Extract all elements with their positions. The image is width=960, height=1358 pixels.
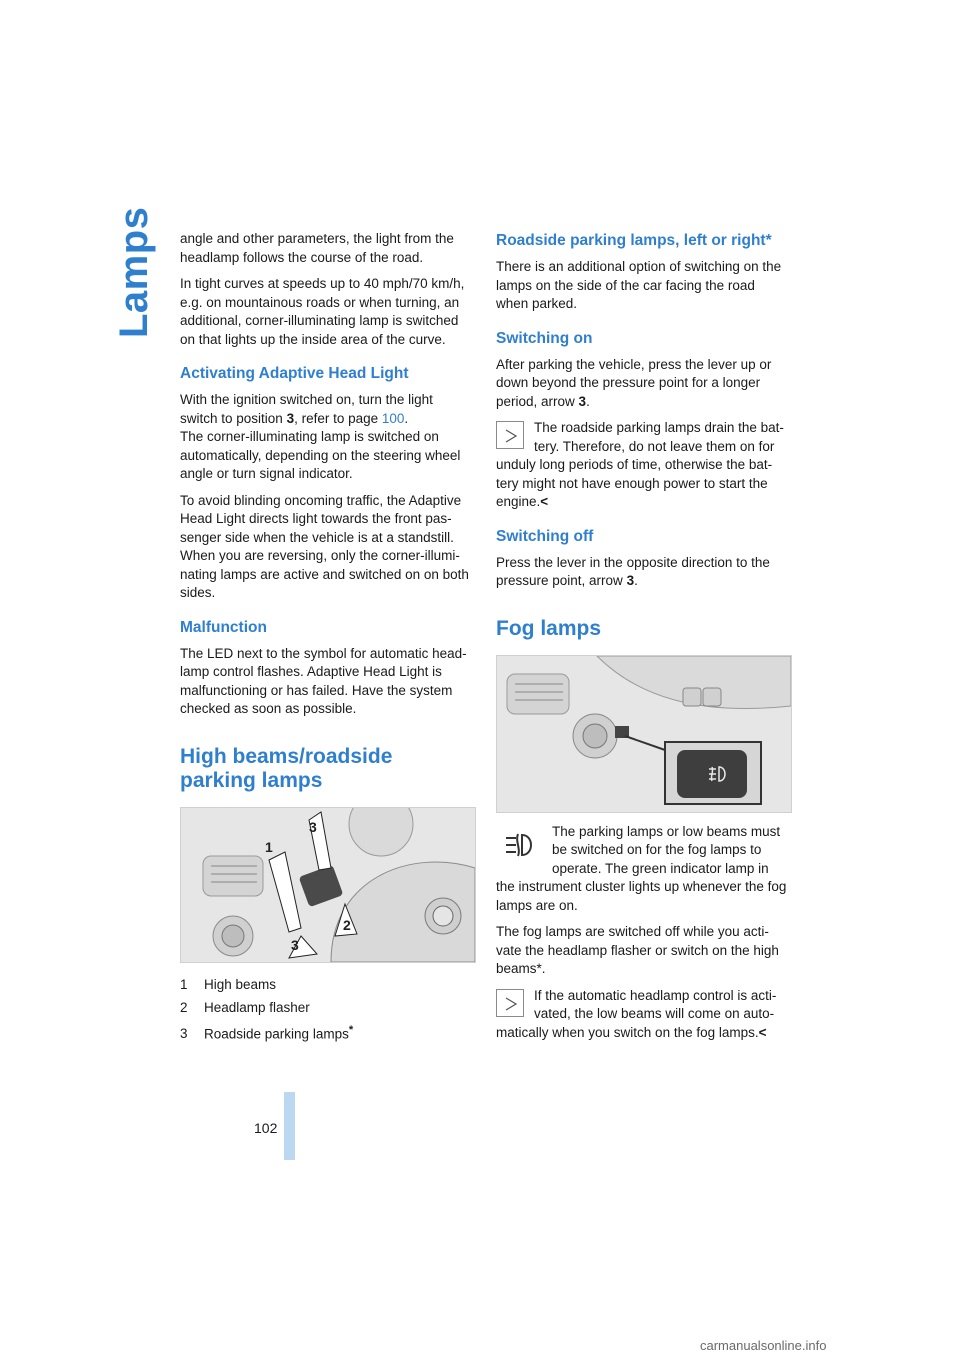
note-arrow-icon bbox=[496, 989, 524, 1017]
page-number: 102 bbox=[254, 1120, 278, 1136]
paragraph: The corner-illuminating lamp is switched on automatically, depending on the steering wheel angle or turn signal indicator. bbox=[180, 429, 461, 481]
footer-watermark: carmanualsonline.info bbox=[700, 1338, 827, 1353]
legend-item: 2 Headlamp flasher bbox=[180, 999, 310, 1015]
page-number-bar bbox=[284, 1092, 295, 1160]
heading-fog-lamps: Fog lamps bbox=[496, 616, 602, 640]
steering-column-illustration bbox=[181, 808, 475, 962]
paragraph: The fog lamps are switched off while you acti-vate the headlamp flasher or switch on the high beams*. bbox=[496, 924, 779, 976]
figure-label-2: 2 bbox=[343, 916, 351, 933]
note-arrow-icon bbox=[496, 421, 524, 449]
high-beam-lever-figure bbox=[180, 807, 476, 963]
paragraph: To avoid blinding oncoming traffic, the Adaptive Head Light directs light towards the front pas-senger side when the vehicle is at a standstill. When you are reversing, only the corner-illumi-nating lamps are active and switched on on both sides. bbox=[180, 492, 469, 600]
fog-lamp-icon bbox=[500, 825, 540, 869]
text: , refer to page bbox=[294, 410, 382, 426]
position-number: 3 bbox=[286, 410, 295, 426]
figure-legend bbox=[180, 973, 474, 1046]
paragraph: In tight curves at speeds up to 40 mph/70 km/h, e.g. on mountainous roads or when turning, an additional, corner-illuminating lamp is switched on that lights up the inside area of the curve. bbox=[180, 276, 465, 347]
figure-label-3-top: 3 bbox=[309, 818, 317, 835]
paragraph: There is an additional option of switching on the lamps on the side of the car facing the road when parked. bbox=[496, 259, 782, 311]
heading-switching-off: Switching off bbox=[496, 527, 594, 545]
text: . bbox=[404, 410, 409, 426]
right-column bbox=[496, 230, 790, 1050]
option-star: * bbox=[348, 1023, 354, 1036]
note-automatic-headlamp: If the automatic headlamp control is acti-vated, the low beams will come on auto-matically when you switch on the fog lamps.< bbox=[496, 987, 777, 1040]
heading-activating-adaptive-head-light: Activating Adaptive Head Light bbox=[180, 365, 409, 382]
heading-malfunction: Malfunction bbox=[180, 618, 267, 636]
heading-switching-on: Switching on bbox=[496, 329, 593, 347]
fog-lamp-button-figure bbox=[496, 655, 792, 813]
page-link[interactable]: 100 bbox=[381, 410, 405, 426]
text: With the ignition switched on, turn the light switch to position bbox=[180, 392, 433, 426]
heading-roadside-parking-lamps: Roadside parking lamps, left or right* bbox=[496, 232, 772, 249]
figure-label-3-bottom: 3 bbox=[291, 936, 299, 953]
left-column bbox=[180, 230, 474, 1045]
note-battery: The roadside parking lamps drain the bat-tery. Therefore, do not leave them on for unduly long periods of time, otherwise the bat-tery might not have enough power to start the engine.< bbox=[496, 420, 784, 509]
paragraph: The LED next to the symbol for automatic head-lamp control flashes. Adaptive Head Light is malfunctioning or has failed. Have the system checked as soon as possible. bbox=[180, 645, 467, 716]
heading-high-beams: High beams/roadside parking lamps bbox=[180, 744, 393, 792]
figure-label-1: 1 bbox=[265, 838, 273, 855]
note-fog-lamps: The parking lamps or low beams must be switched on for the fog lamps to operate. The green indicator lamp in the instrument cluster lights up whenever the fog lamps are on. bbox=[496, 823, 787, 913]
side-title bbox=[112, 206, 160, 338]
legend-item: 3 Roadside parking lamps* bbox=[180, 1023, 354, 1041]
paragraph: Press the lever in the opposite direction to the pressure point, arrow 3. bbox=[496, 554, 770, 588]
legend-item: 1 High beams bbox=[180, 976, 277, 992]
paragraph: After parking the vehicle, press the lever up or down beyond the pressure point for a longer period, arrow 3. bbox=[496, 356, 772, 409]
paragraph: angle and other parameters, the light from the headlamp follows the course of the road. bbox=[180, 231, 454, 265]
side-title-text: Lamps bbox=[112, 206, 156, 338]
paragraph bbox=[180, 391, 474, 428]
fog-lamp-illustration bbox=[497, 656, 791, 812]
